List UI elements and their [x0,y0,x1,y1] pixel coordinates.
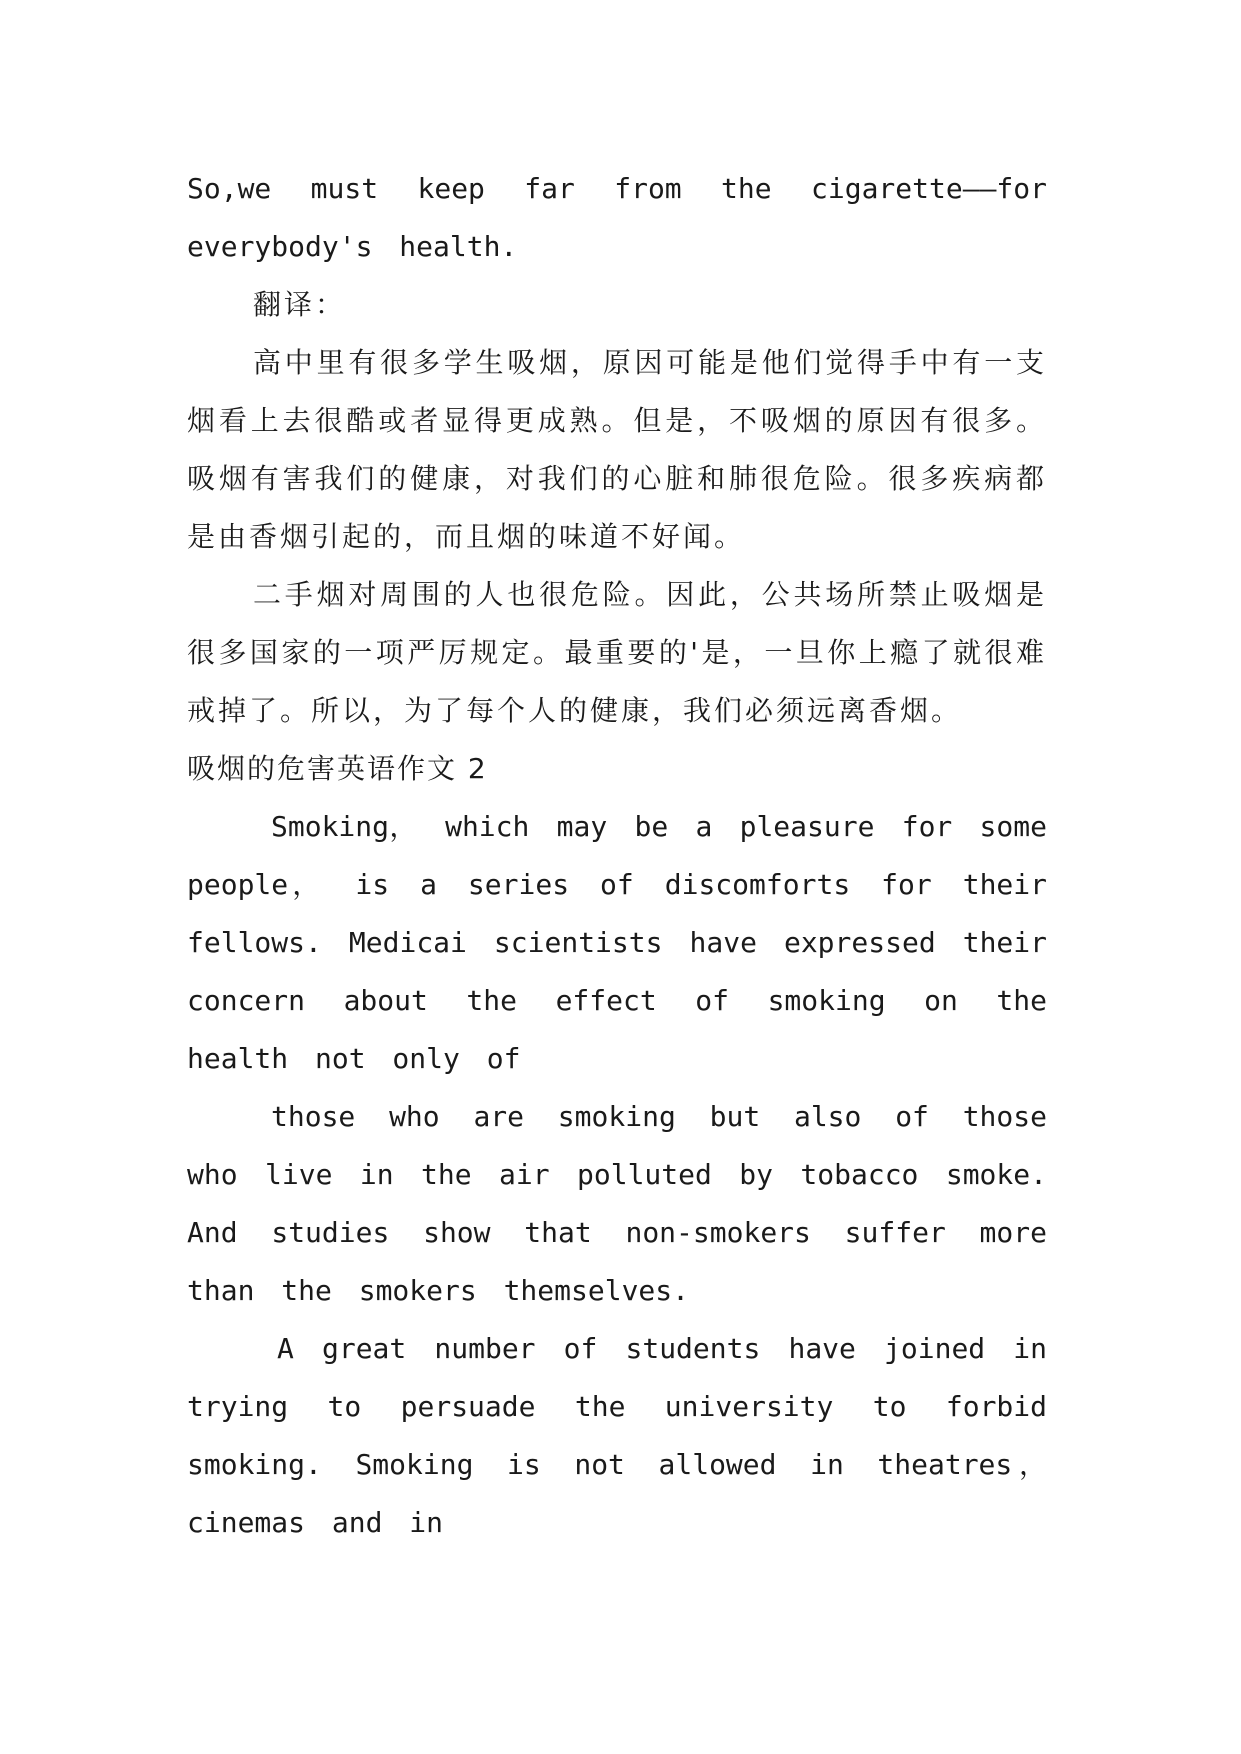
translation-label: 翻译： [253,288,347,321]
paragraph-conclusion-en: So,we must keep far from the cigarette——for everybody's health. [187,172,1047,263]
paragraph-essay-2: those who are smoking but also of those who live in the air polluted by tobacco smoke. And studies show that non-smokers suffer more than the smokers themselves. [187,1100,1047,1307]
document-body [187,160,1047,1552]
paragraph-translation-1: 高中里有很多学生吸烟，原因可能是他们觉得手中有一支烟看上去很酷或者显得更成熟。但是，不吸烟的原因有很多。吸烟有害我们的健康，对我们的心脏和肺很危险。很多疾病都是由香烟引起的，而且烟的味道不好闻。 [187,346,1047,553]
paragraph-essay-3: A great number of students have joined in trying to persuade the university to forbid smoking. Smoking is not allowed in theatres， cinemas and in [187,1332,1047,1539]
paragraph-translation-2: 二手烟对周围的人也很危险。因此，公共场所禁止吸烟是很多国家的一项严厉规定。最重要的'是，一旦你上瘾了就很难戒掉了。所以，为了每个人的健康，我们必须远离香烟。 [187,578,1047,727]
paragraph-essay-1: Smoking， which may be a pleasure for some people， is a series of discomforts for their fellows. Medicai scientists have expressed their concern about the effect of smoking on the health not only of [187,810,1047,1075]
essay-heading: 吸烟的危害英语作文 2 [187,752,488,785]
